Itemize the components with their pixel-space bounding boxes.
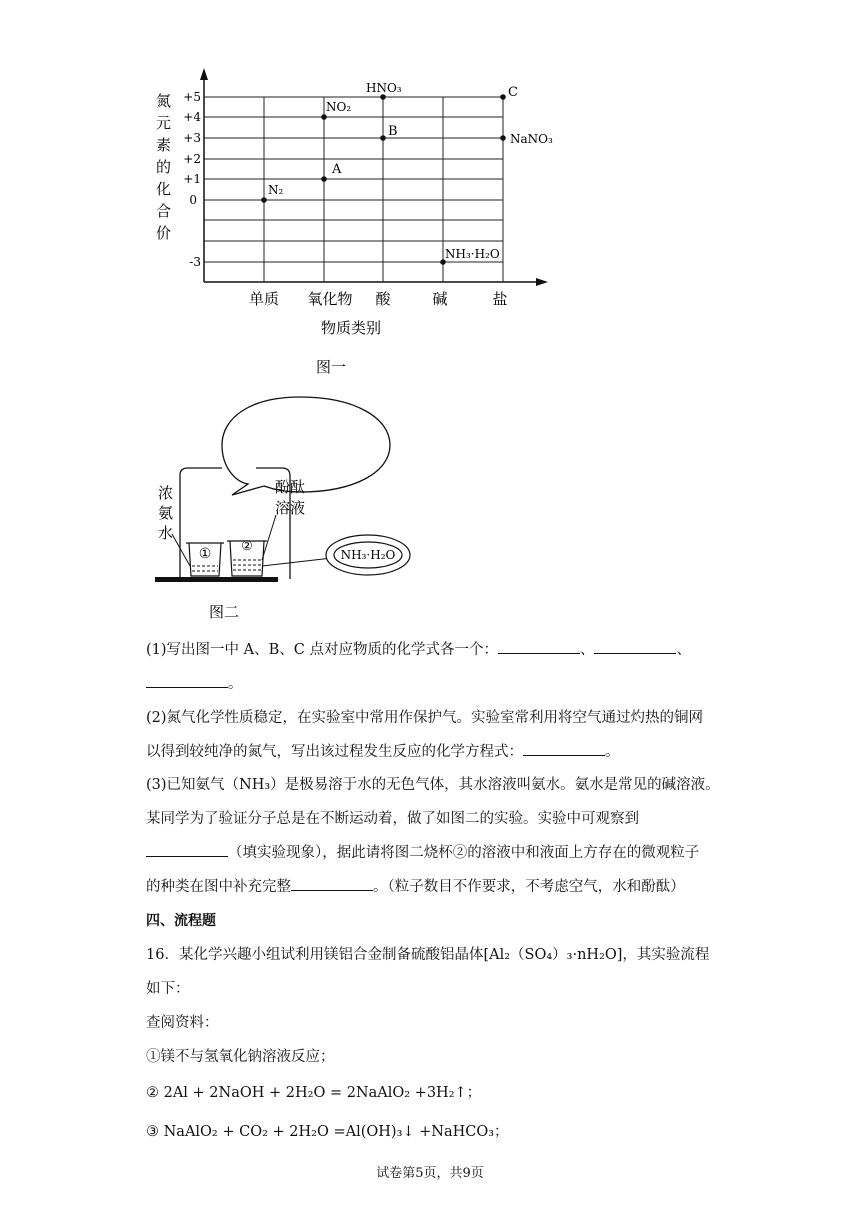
figure-1-caption: 图一 (315, 358, 347, 376)
svg-text:溶液: 溶液 (275, 499, 306, 517)
q3-line-2: 某同学为了验证分子总是在不断运动着，做了如图二的实验。实验中可观察到 (146, 811, 639, 827)
left-label (158, 484, 173, 542)
x-category-label: 碱 (432, 290, 448, 308)
answer-blank[interactable] (291, 889, 373, 891)
y-axis-arrow (200, 68, 208, 80)
point-hno3 (380, 94, 386, 100)
q1-line-2: 。 (146, 676, 716, 693)
q3-line-1: (3)已知氨气（NH₃）是极易溶于水的无色气体，其水溶液叫氨水。氨水是常见的碱溶液。 (146, 777, 720, 793)
point-c (500, 94, 506, 100)
q2-line-2: 以得到较纯净的氮气，写出该过程发生反应的化学方程式： 。 (146, 744, 620, 760)
point-labels (268, 81, 553, 261)
y-tick-labels (183, 90, 201, 269)
leader-line-left (172, 534, 190, 566)
y-label-char: 化 (156, 180, 172, 198)
x-category-label: 盐 (492, 290, 508, 308)
y-tick-label: 0 (189, 193, 197, 207)
answer-blank[interactable] (146, 686, 228, 688)
q3-line-3: （填实验现象），据此请将图二烧杯②的溶液中和液面上方存在的微观粒子 (146, 845, 716, 862)
svg-text:氨: 氨 (158, 504, 174, 522)
section-heading: 四、流程题 (146, 913, 216, 929)
leader-line-right (262, 515, 276, 560)
speech-bubble (222, 397, 390, 495)
y-axis-label (156, 92, 171, 242)
q3-line-4: 的种类在图中补充完整 。（粒子数目不作要求，不考虑空气，水和酚酞） (146, 879, 685, 895)
answer-blank[interactable] (498, 652, 580, 654)
q16-item-3: ③ NaAlO₂ + CO₂ + 2H₂O =Al(OH)₃↓ +NaHCO₃； (146, 1124, 509, 1140)
leader-line-zoom (262, 558, 332, 566)
label-nh3h2o: NH₃·H₂O (445, 247, 500, 261)
answer-blank[interactable] (146, 855, 228, 857)
y-tick-label: +5 (183, 90, 201, 104)
grid-horizontal (204, 97, 503, 262)
figure-1-chart (0, 0, 860, 380)
y-tick-label: +3 (183, 131, 201, 145)
q16-item-1: ①镁不与氢氧化钠溶液反应； (146, 1049, 335, 1065)
x-category-labels (249, 290, 508, 308)
y-label-char: 元 (156, 114, 172, 132)
svg-text:酚酞: 酚酞 (275, 478, 306, 496)
point-a (321, 176, 327, 182)
y-label-char: 的 (156, 158, 172, 176)
answer-blank[interactable] (594, 652, 676, 654)
y-label-char: 合 (156, 202, 172, 220)
y-label-char: 价 (156, 224, 172, 242)
q16-line-2: 如下： (146, 981, 190, 997)
label-n2: N₂ (268, 183, 284, 197)
point-nano3 (500, 135, 506, 141)
y-tick-label: -3 (189, 255, 201, 269)
q16-line-1: 16．某化学兴趣小组试利用镁铝合金制备硫酸铝晶体[Al₂（SO₄）₃·nH₂O]，其实验流程 (146, 947, 710, 963)
y-label-char: 氮 (156, 92, 172, 110)
figure-2-caption: 图二 (208, 603, 240, 621)
x-category-label: 单质 (248, 290, 280, 308)
base-plate (155, 577, 278, 582)
label-a: A (332, 162, 342, 177)
y-tick-label: +4 (183, 110, 201, 124)
point-no2 (321, 114, 327, 120)
y-label-char: 素 (156, 136, 172, 154)
q1-line: (1)写出图一中 A、B、C 点对应物质的化学式各一个： 、 、 (146, 642, 691, 658)
x-axis-label: 物质类别 (320, 319, 382, 337)
y-tick-label: +2 (183, 152, 201, 166)
label-b: B (388, 124, 398, 139)
label-nano3: NaNO₃ (510, 132, 553, 146)
label-hno3: HNO₃ (366, 81, 402, 95)
label-c: C (508, 85, 518, 100)
q16-line-3: 查阅资料： (146, 1015, 219, 1031)
beaker-2-label: ② (241, 539, 253, 554)
svg-text:水: 水 (158, 524, 174, 542)
svg-text:浓: 浓 (158, 484, 174, 502)
answer-blank[interactable] (523, 754, 605, 756)
page-footer: 试卷第5页，共9页 (376, 1166, 484, 1181)
beaker-1-label: ① (198, 546, 212, 562)
x-axis-arrow (536, 278, 548, 286)
x-category-label: 氧化物 (307, 290, 353, 308)
q2-line-1: (2)氮气化学性质稳定，在实验室中常用作保护气。实验室常利用将空气通过灼热的铜网 (146, 710, 704, 726)
point-b (380, 135, 386, 141)
point-n2 (261, 197, 267, 203)
ellipse-molecule-label: NH₃·H₂O (340, 548, 396, 562)
q16-item-2: ② 2Al + 2NaOH + 2H₂O = 2NaAlO₂ +3H₂↑； (146, 1085, 482, 1101)
y-tick-label: +1 (183, 172, 201, 186)
figure-2-diagram (0, 380, 860, 630)
label-no2: NO₂ (326, 100, 352, 114)
x-category-label: 酸 (375, 290, 391, 308)
